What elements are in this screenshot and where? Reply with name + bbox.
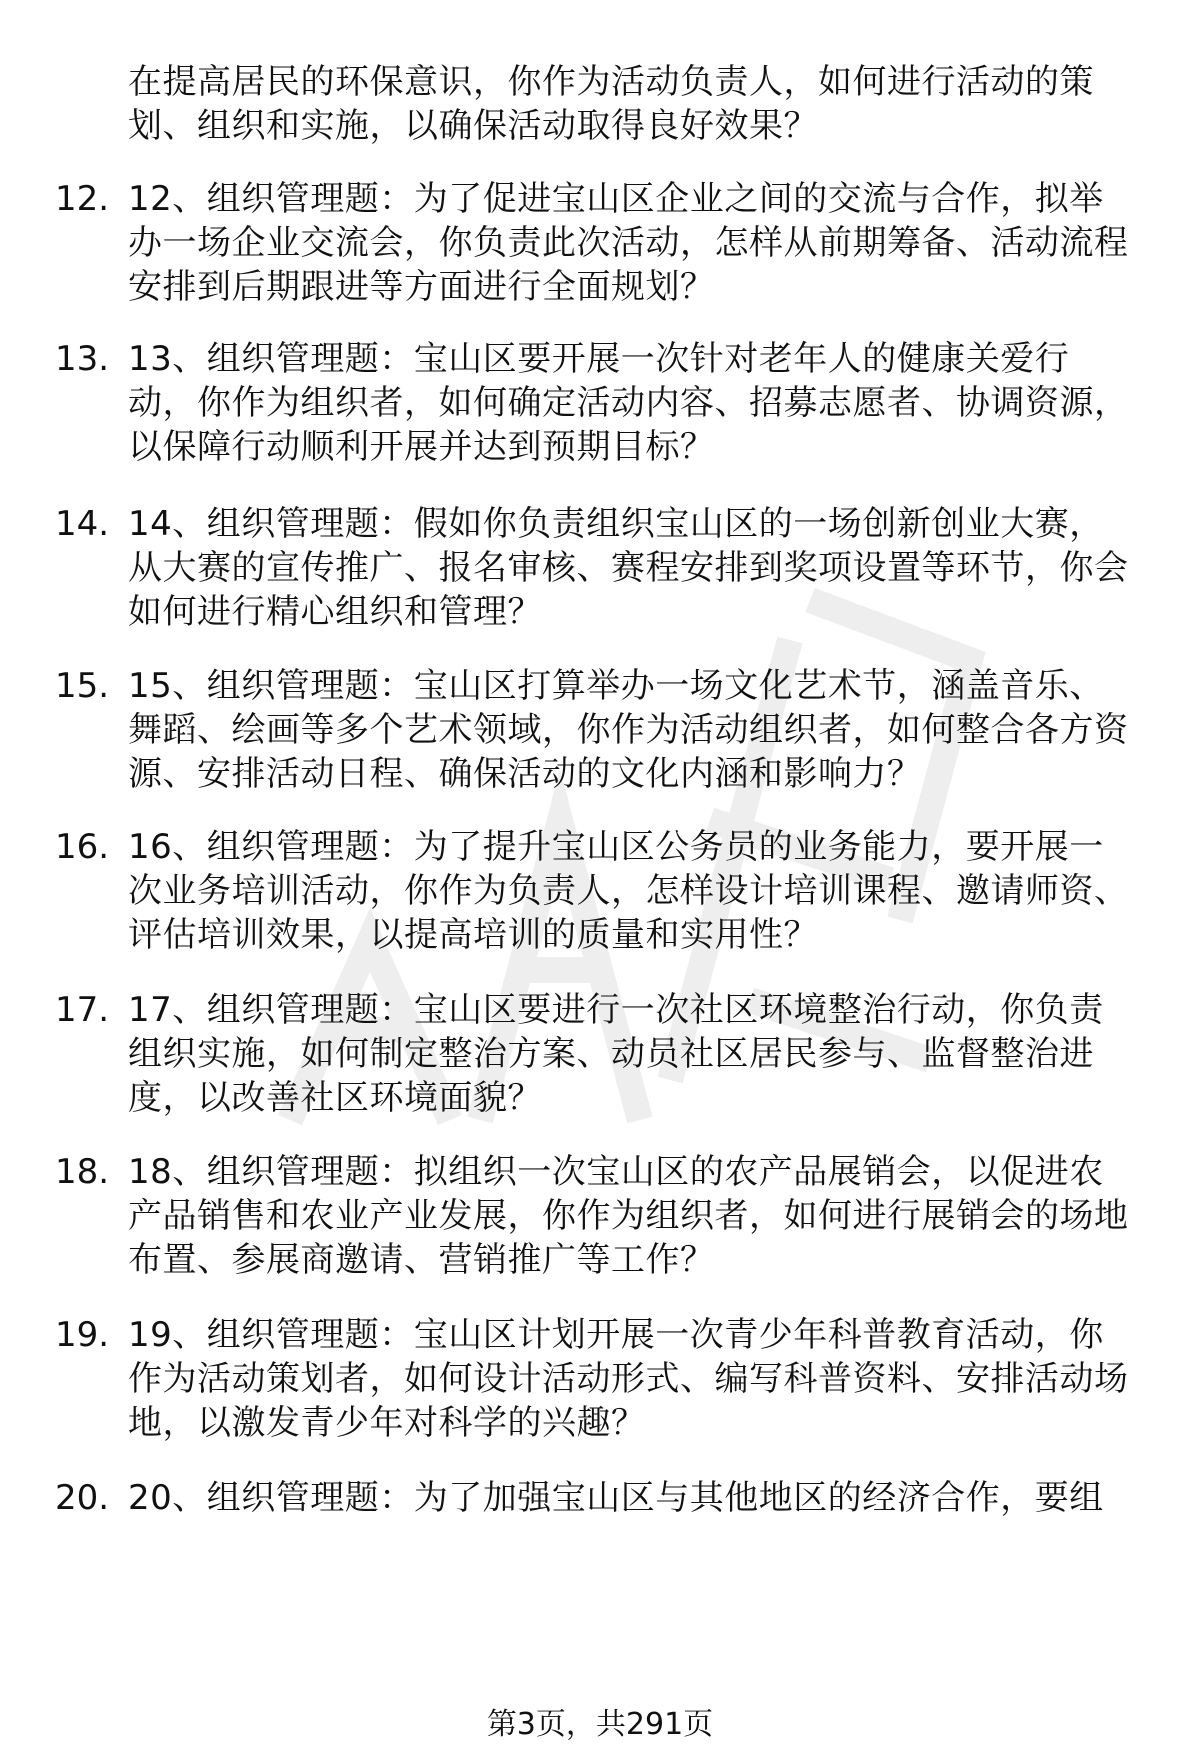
item-number: 12. xyxy=(55,179,110,219)
item-number: 20. xyxy=(55,1478,110,1518)
page-footer: 第3页，共291页 xyxy=(486,1707,714,1742)
item-text: 18、组织管理题：拟组织一次宝山区的农产品展销会，以促进农产品销售和农业产业发展，你作为组织者，如何进行展销会的场地布置、参展商邀请、营销推广等工作？ xyxy=(128,1152,1129,1280)
item-number: 18. xyxy=(55,1152,110,1192)
item-number: 19. xyxy=(55,1315,110,1355)
item-number: 15. xyxy=(55,666,110,706)
item-number: 16. xyxy=(55,827,110,867)
item-text: 20、组织管理题：为了加强宝山区与其他地区的经济合作，要组 xyxy=(128,1478,1104,1518)
item-text: 15、组织管理题：宝山区打算举办一场文化艺术节，涵盖音乐、舞蹈、绘画等多个艺术领域，你作为活动组织者，如何整合各方资源、安排活动日程、确保活动的文化内涵和影响力？ xyxy=(128,666,1129,794)
item-text: 13、组织管理题：宝山区要开展一次针对老年人的健康关爱行动，你作为组织者，如何确定活动内容、招募志愿者、协调资源，以保障行动顺利开展并达到预期目标？ xyxy=(128,339,1129,467)
item-text: 17、组织管理题：宝山区要进行一次社区环境整治行动，你负责组织实施，如何制定整治方案、动员社区居民参与、监督整治进度，以改善社区环境面貌？ xyxy=(128,990,1104,1118)
item-text: 19、组织管理题：宝山区计划开展一次青少年科普教育活动，你作为活动策划者，如何设计活动形式、编写科普资料、安排活动场地，以激发青少年对科学的兴趣？ xyxy=(128,1315,1129,1443)
item-text: 14、组织管理题：假如你负责组织宝山区的一场创新创业大赛，从大赛的宣传推广、报名审核、赛程安排到奖项设置等环节，你会如何进行精心组织和管理？ xyxy=(128,504,1129,632)
continuation-text: 在提高居民的环保意识，你作为活动负责人，如何进行活动的策划、组织和实施，以确保活动取得良好效果？ xyxy=(128,62,1094,146)
item-number: 17. xyxy=(55,990,110,1030)
item-number: 13. xyxy=(55,339,110,379)
item-text: 12、组织管理题：为了促进宝山区企业之间的交流与合作，拟举办一场企业交流会，你负责此次活动，怎样从前期筹备、活动流程安排到后期跟进等方面进行全面规划？ xyxy=(128,179,1129,307)
item-number: 14. xyxy=(55,504,110,544)
item-text: 16、组织管理题：为了提升宝山区公务员的业务能力，要开展一次业务培训活动，你作为负责人，怎样设计培训课程、邀请师资、评估培训效果，以提高培训的质量和实用性？ xyxy=(128,827,1129,955)
